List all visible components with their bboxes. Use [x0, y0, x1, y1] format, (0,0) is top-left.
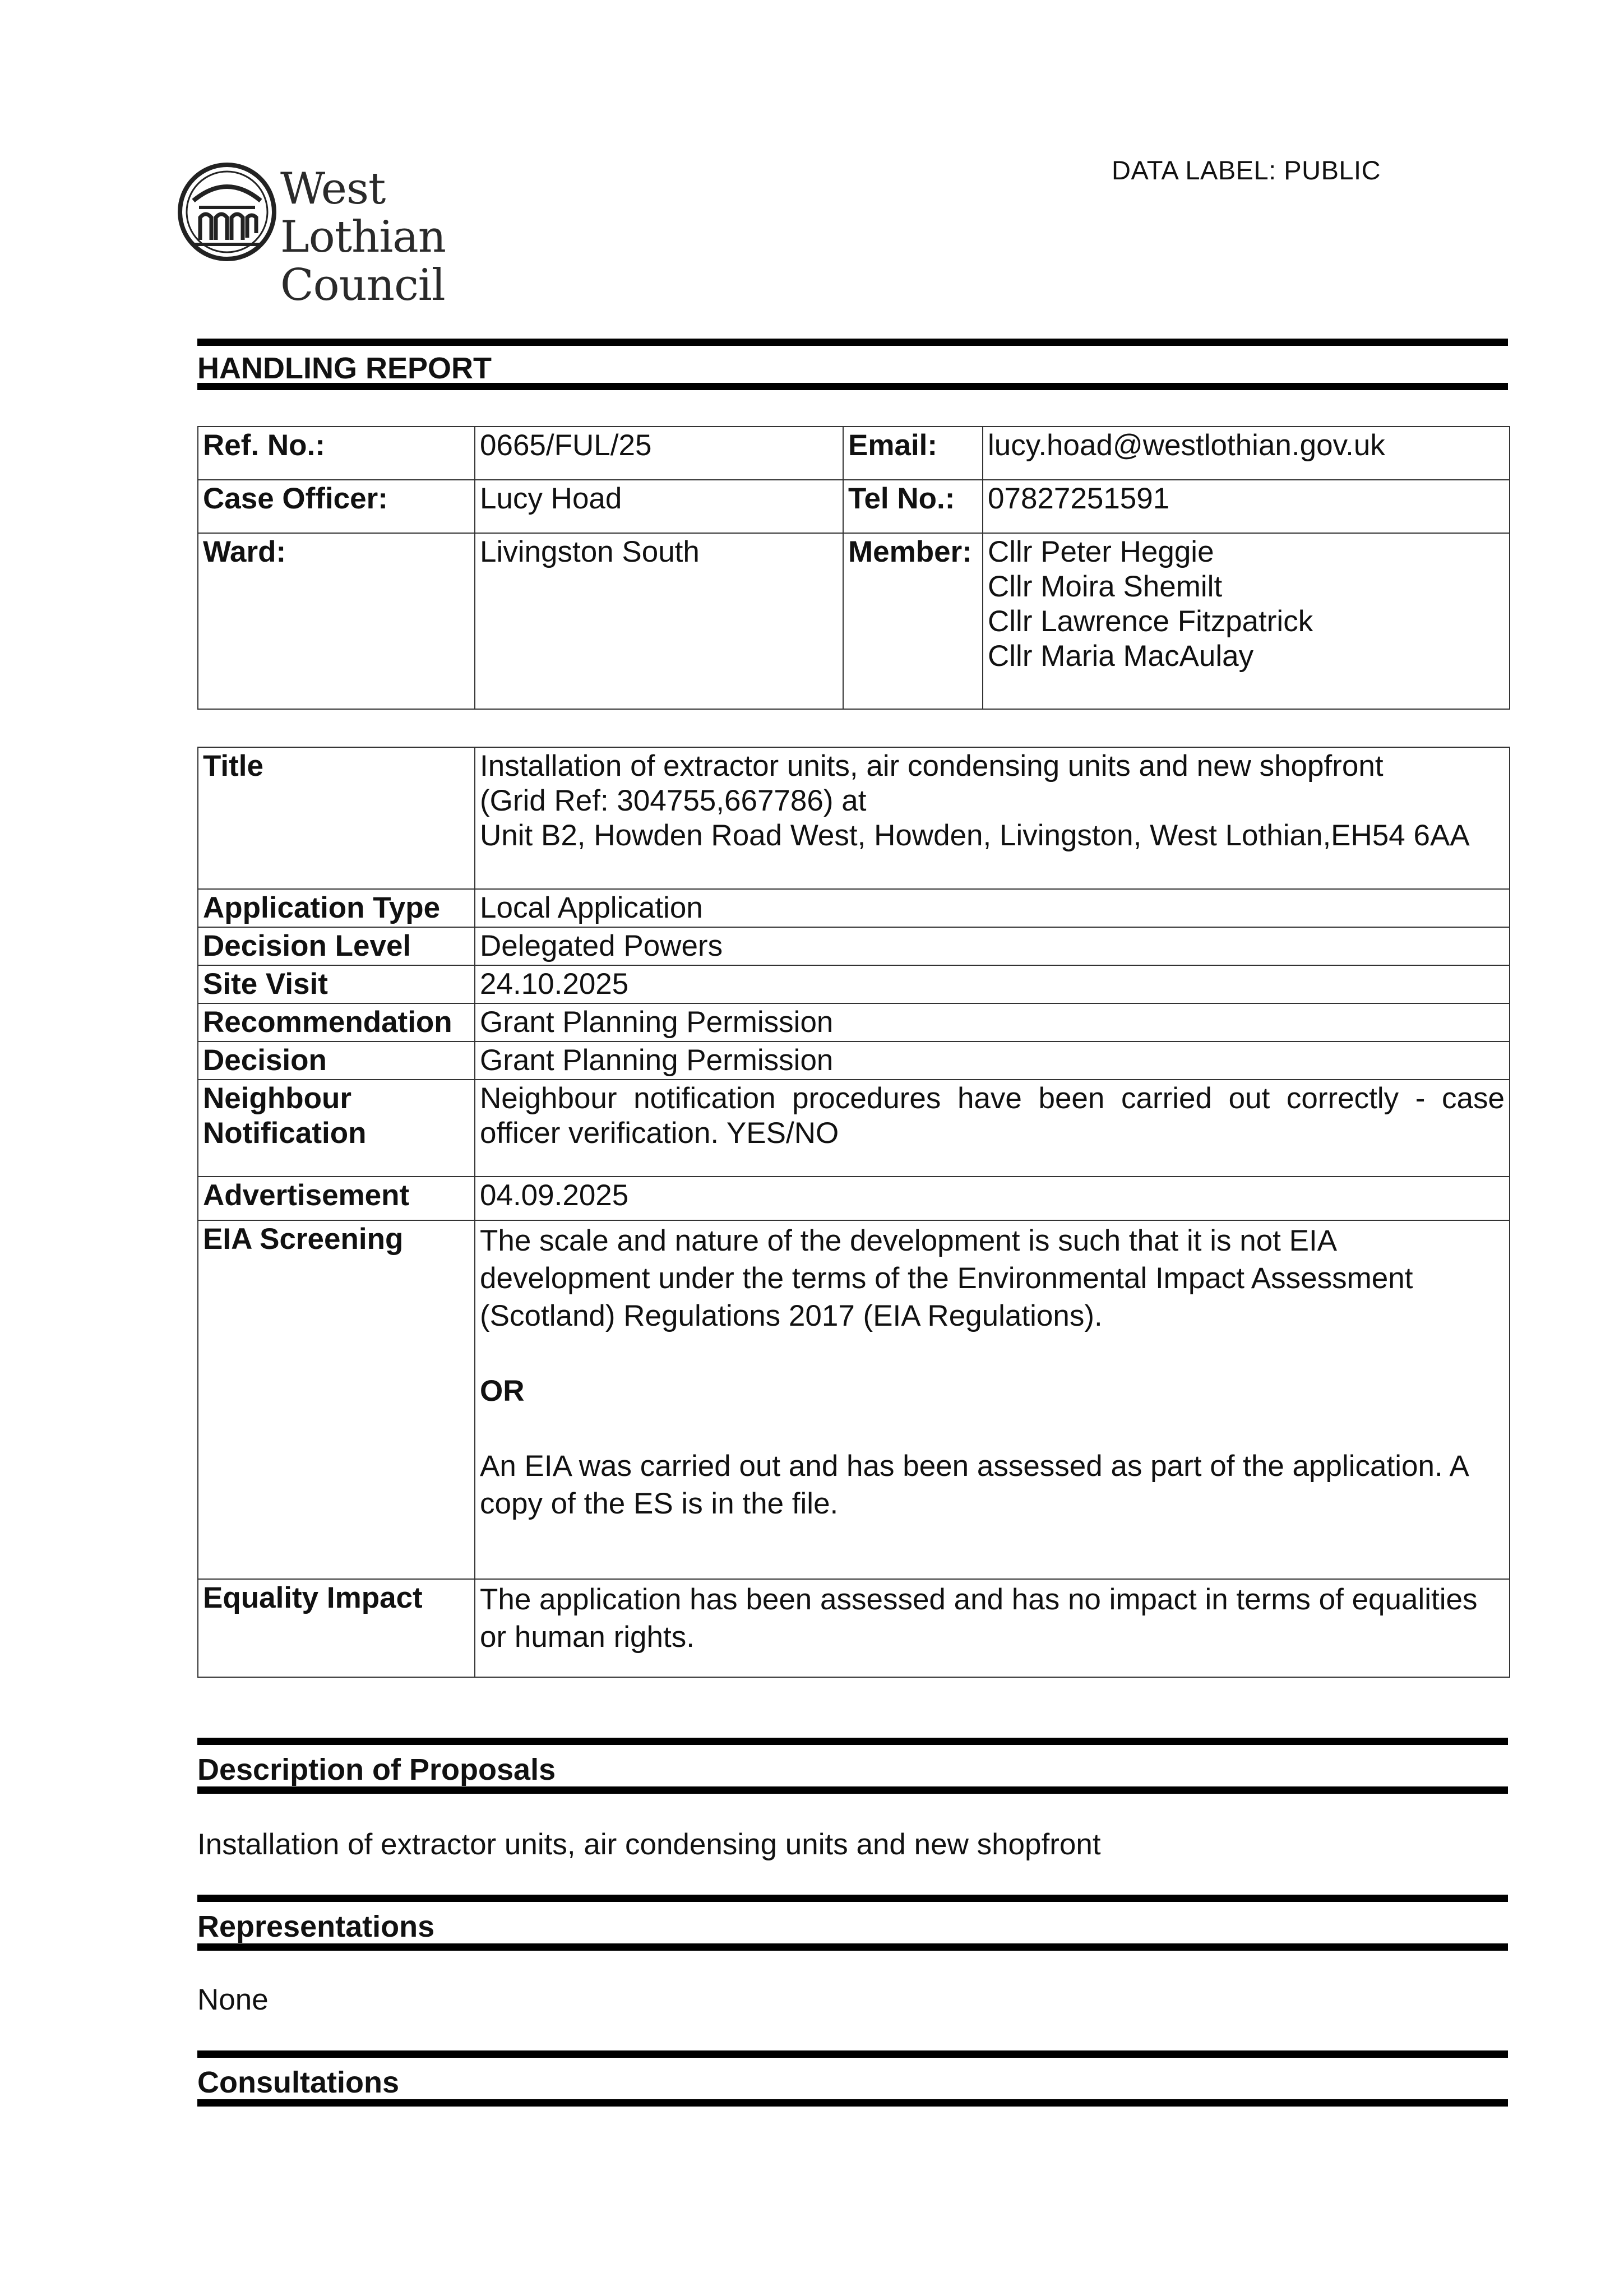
table-row [198, 480, 1510, 533]
neighbour-line: Neighbour notification procedures have been carried out correctly - case [480, 1082, 1505, 1115]
title-value [475, 747, 1510, 889]
neighbour-notification-label [198, 1080, 475, 1177]
table-row [198, 965, 1510, 1003]
table-row [198, 1003, 1510, 1041]
equality-impact-label: Equality Impact [198, 1579, 475, 1677]
tel-label: Tel No.: [843, 480, 983, 533]
table-row [198, 533, 1510, 709]
council-logo [177, 161, 558, 311]
description-text: Installation of extractor units, air condensing units and new shopfront [197, 1828, 1101, 1861]
email-label: Email: [843, 427, 983, 480]
eia-screening-label: EIA Screening [198, 1220, 475, 1579]
title-line: Installation of extractor units, air condensing units and new shopfront [480, 749, 1384, 783]
email-value[interactable]: lucy.hoad@westlothian.gov.uk [983, 427, 1510, 480]
equality-impact-value: The application has been assessed and has no impact in terms of equalities or human rights. [475, 1579, 1510, 1677]
consultations-heading [197, 2050, 1508, 2107]
member-item: Cllr Maria MacAulay [988, 640, 1254, 673]
table-row [198, 1080, 1510, 1177]
application-type-label: Application Type [198, 889, 475, 927]
eia-screening-value [475, 1220, 1510, 1579]
neighbour-label-line: Notification [203, 1117, 367, 1150]
logo-line-2: Council [280, 260, 445, 311]
member-list [983, 533, 1510, 709]
eia-paragraph: The scale and nature of the development is such that it is not EIA development under the terms of the Environmental Impact Assessment (Scotland) Regulations 2017 (EIA Regulations). [480, 1224, 1413, 1332]
recommendation-label: Recommendation [198, 1003, 475, 1041]
data-label: DATA LABEL: PUBLIC [1112, 155, 1381, 185]
advertisement-label: Advertisement [198, 1177, 475, 1220]
description-heading-text: Description of Proposals [197, 1753, 556, 1786]
logo-wordmark [280, 165, 558, 309]
neighbour-notification-value [475, 1080, 1510, 1177]
decision-level-label: Decision Level [198, 927, 475, 965]
tel-value: 07827251591 [983, 480, 1510, 533]
table-row [198, 1579, 1510, 1677]
decision-label: Decision [198, 1041, 475, 1080]
eia-or: OR [480, 1374, 525, 1408]
title-label: Title [198, 747, 475, 889]
ref-value: 0665/FUL/25 [475, 427, 843, 480]
advertisement-value: 04.09.2025 [475, 1177, 1510, 1220]
case-officer-value: Lucy Hoad [475, 480, 843, 533]
application-details-table [197, 747, 1510, 1678]
recommendation-value: Grant Planning Permission [475, 1003, 1510, 1041]
ward-value: Livingston South [475, 533, 843, 709]
site-visit-value: 24.10.2025 [475, 965, 1510, 1003]
neighbour-label-line: Neighbour [203, 1082, 351, 1115]
handling-report-title: HANDLING REPORT [197, 351, 492, 385]
description-heading [197, 1738, 1508, 1794]
representations-heading [197, 1895, 1508, 1951]
table-row [198, 1220, 1510, 1579]
ref-label: Ref. No.: [198, 427, 475, 480]
table-row [198, 927, 1510, 965]
eia-paragraph: An EIA was carried out and has been assessed as part of the application. A copy of the ES is in the file. [480, 1450, 1468, 1520]
ward-label: Ward: [198, 533, 475, 709]
title-line: Unit B2, Howden Road West, Howden, Livingston, West Lothian,EH54 6AA [480, 819, 1470, 852]
member-item: Cllr Moira Shemilt [988, 570, 1223, 603]
logo-line-1: West Lothian [280, 164, 446, 262]
handling-report-heading [197, 339, 1508, 390]
member-label: Member: [843, 533, 983, 709]
consultations-heading-text: Consultations [197, 2066, 399, 2099]
member-item: Cllr Peter Heggie [988, 535, 1214, 568]
decision-level-value: Delegated Powers [475, 927, 1510, 965]
site-visit-label: Site Visit [198, 965, 475, 1003]
table-row [198, 1041, 1510, 1080]
case-officer-label: Case Officer: [198, 480, 475, 533]
table-row [198, 889, 1510, 927]
council-crest-icon [177, 161, 277, 262]
case-info-table [197, 426, 1510, 710]
representations-text: None [197, 1983, 269, 2016]
application-type-value: Local Application [475, 889, 1510, 927]
table-row [198, 427, 1510, 480]
member-item: Cllr Lawrence Fitzpatrick [988, 605, 1313, 638]
neighbour-line: officer verification. YES/NO [480, 1117, 839, 1150]
table-row [198, 747, 1510, 889]
table-row [198, 1177, 1510, 1220]
representations-heading-text: Representations [197, 1910, 435, 1943]
title-line: (Grid Ref: 304755,667786) at [480, 784, 867, 817]
decision-value: Grant Planning Permission [475, 1041, 1510, 1080]
